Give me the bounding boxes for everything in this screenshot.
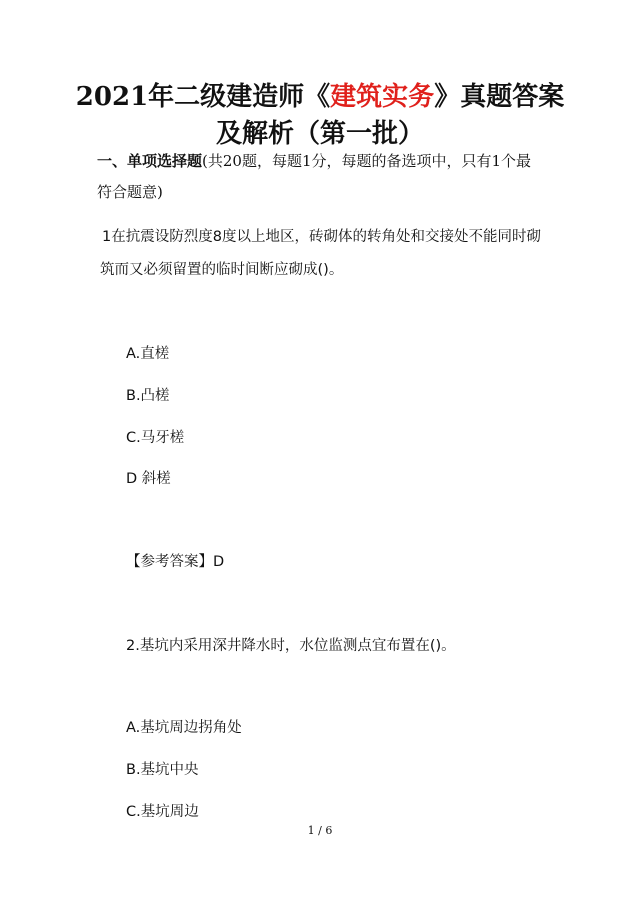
question-2-option-c: C.基坑周边 [126, 804, 199, 820]
section-intro: 一、单项选择题(共20题，每题1分，每题的备选项中，只有1个最 [97, 152, 532, 170]
question-2-option-b: B.基坑中央 [126, 762, 199, 778]
question-2-stem: 2.基坑内采用深井降水时，水位监测点宜布置在()。 [126, 638, 456, 654]
title-highlight: 建筑实务 [330, 82, 435, 112]
question-2-option-a: A.基坑周边拐角处 [126, 720, 242, 736]
question-1-option-b: B.凸槎 [126, 388, 170, 404]
question-1-stem: 1在抗震设防烈度8度以上地区，砖砌体的转角处和交接处不能同时砌 [102, 229, 541, 245]
question-1-option-d: D 斜槎 [126, 471, 171, 487]
section-heading: 一、单项选择题 [97, 152, 203, 170]
question-1-option-a: A.直槎 [126, 346, 170, 362]
title-line-1: 2021年二级建造师《建筑实务》真题答案 [75, 82, 565, 112]
question-1-answer: 【参考答案】D [126, 554, 225, 570]
title-line-2: 及解析（第一批） [215, 119, 424, 149]
question-1-option-c: C.马牙槎 [126, 430, 185, 446]
question-1-stem-cont: 筑而又必须留置的临时间断应砌成()。 [100, 262, 344, 278]
page-number: 1 / 6 [307, 824, 333, 837]
section-intro-cont: 符合题意) [97, 183, 163, 201]
